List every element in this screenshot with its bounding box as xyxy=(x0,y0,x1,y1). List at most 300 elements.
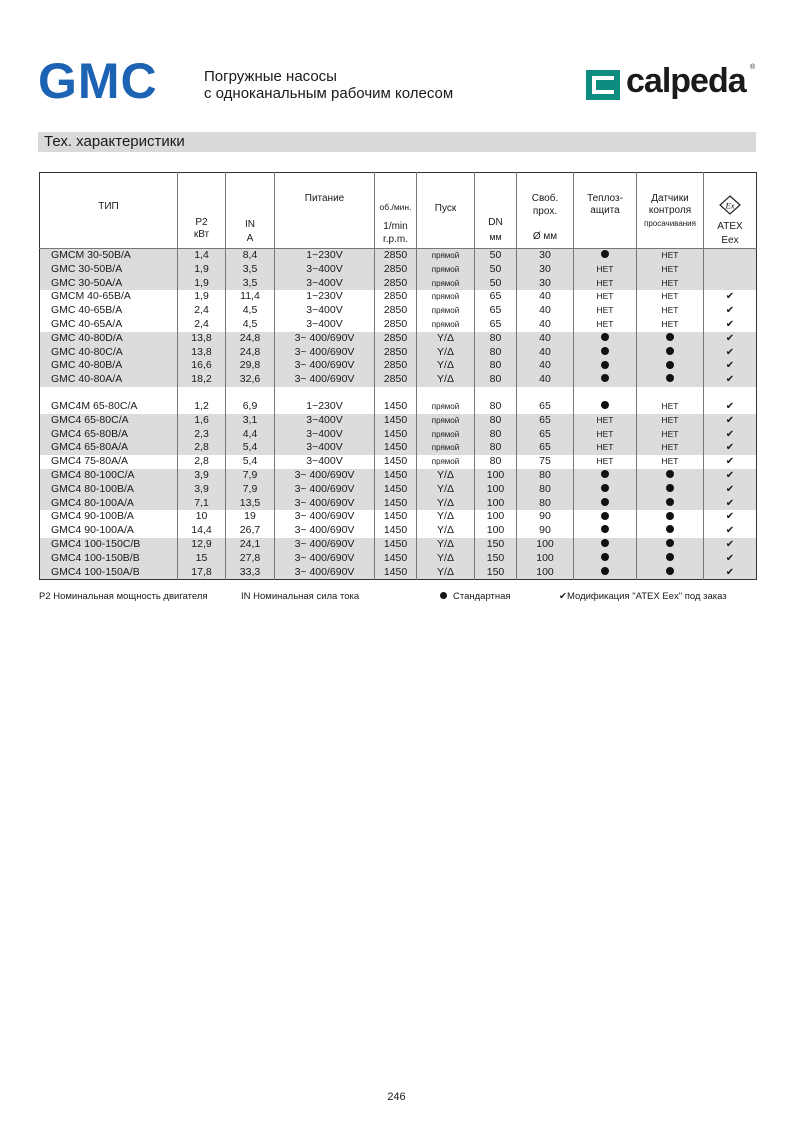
cell-start: Y/Δ xyxy=(417,469,475,483)
cell-start: Y/Δ xyxy=(417,373,475,387)
cell-thermal xyxy=(574,359,637,373)
cell-dn: 100 xyxy=(475,483,517,497)
cell-in: 24,8 xyxy=(226,346,275,360)
cell-rpm: 2850 xyxy=(375,263,417,277)
cell-dn: 80 xyxy=(475,373,517,387)
cell-dn: 100 xyxy=(475,497,517,511)
cell-p2: 10 xyxy=(178,510,226,524)
cell-power: 1~230V xyxy=(275,290,375,304)
cell-type: GMC4 100-150B/B xyxy=(40,552,178,566)
table-row xyxy=(40,346,757,360)
standard-dot-icon xyxy=(666,567,674,575)
cell-sensor: НЕТ xyxy=(637,290,704,304)
cell-atex: ✔ xyxy=(704,469,757,483)
cell-in: 7,9 xyxy=(226,469,275,483)
cell-power: 3~400V xyxy=(275,277,375,291)
cell-p2: 2,4 xyxy=(178,304,226,318)
cell-dn: 50 xyxy=(475,277,517,291)
cell-type: GMC4M 65-80C/A xyxy=(51,399,138,412)
col-power: Питание xyxy=(275,173,375,249)
col-in: IN A xyxy=(226,173,275,249)
table-row xyxy=(40,510,757,524)
cell-free: 100 xyxy=(517,566,574,580)
cell-type: GMC 40-80C/A xyxy=(40,346,178,360)
standard-dot-icon xyxy=(440,592,447,599)
cell-power: 3~ 400/690V xyxy=(275,346,375,360)
table-row xyxy=(40,524,757,538)
footnote-in: IN Номинальная сила тока xyxy=(241,591,360,602)
cell-rpm: 2850 xyxy=(375,332,417,346)
cell-rpm: 2850 xyxy=(375,346,417,360)
cell-rpm: 1450 xyxy=(375,469,417,483)
cell-sensor xyxy=(637,469,704,483)
cell-power: 3~ 400/690V xyxy=(275,373,375,387)
cell-atex: ✔ xyxy=(704,304,757,318)
cell-start: Y/Δ xyxy=(417,510,475,524)
standard-dot-icon xyxy=(666,512,674,520)
footnote-p2: P2 Номинальная мощность двигателя xyxy=(39,591,208,602)
cell-thermal: НЕТ xyxy=(574,304,637,318)
cell-power: 3~400V xyxy=(275,414,375,428)
cell-free: 80 xyxy=(517,483,574,497)
cell-sensor xyxy=(637,373,704,387)
cell-power: 1~230V xyxy=(275,400,375,414)
cell-free: 30 xyxy=(517,249,574,263)
standard-dot-icon xyxy=(666,525,674,533)
col-thermal: Теплоз- ащита xyxy=(574,173,637,249)
cell-type: GMC4 65-80B/A xyxy=(40,428,178,442)
standard-dot-icon xyxy=(601,347,609,355)
cell-power: 3~400V xyxy=(275,263,375,277)
cell-type: GMC4 65-80A/A xyxy=(40,441,178,455)
cell-thermal xyxy=(574,373,637,387)
table-row xyxy=(40,373,757,387)
cell-rpm: 2850 xyxy=(375,249,417,263)
footnote-standard xyxy=(440,591,511,602)
standard-dot-icon xyxy=(666,374,674,382)
cell-start: прямой xyxy=(417,414,475,428)
subtitle-line-1: Погружные насосы xyxy=(204,68,337,85)
cell-rpm: 1450 xyxy=(375,441,417,455)
cell-atex: ✔ xyxy=(704,538,757,552)
cell-p2: 2,8 xyxy=(178,455,226,469)
cell-thermal xyxy=(574,249,637,263)
cell-rpm: 1450 xyxy=(375,483,417,497)
cell-thermal xyxy=(574,332,637,346)
cell-p2: 12,9 xyxy=(178,538,226,552)
table-header-row xyxy=(40,173,757,249)
cell-thermal xyxy=(574,552,637,566)
cell-free: 80 xyxy=(517,469,574,483)
cell-in: 7,9 xyxy=(226,483,275,497)
cell-power: 3~400V xyxy=(275,304,375,318)
cell-type: GMC 40-65A/A xyxy=(51,317,123,330)
calpeda-mark-icon xyxy=(586,70,620,100)
cell-atex: ✔ xyxy=(704,290,757,304)
cell-in: 5,4 xyxy=(226,455,275,469)
cell-free: 65 xyxy=(517,400,574,414)
table-spacer-row xyxy=(40,387,757,400)
cell-thermal xyxy=(574,510,637,524)
cell-free: 90 xyxy=(517,510,574,524)
cell-p2: 3,9 xyxy=(178,483,226,497)
table-row xyxy=(40,359,757,373)
cell-type: GMC4 80-100C/A xyxy=(40,469,178,483)
table-row xyxy=(40,318,757,332)
col-start: Пуск xyxy=(417,173,475,249)
cell-start: Y/Δ xyxy=(417,538,475,552)
cell-atex: ✔ xyxy=(704,428,757,442)
cell-rpm: 2850 xyxy=(375,318,417,332)
cell-dn: 65 xyxy=(475,304,517,318)
cell-p2: 3,9 xyxy=(178,469,226,483)
table-row xyxy=(40,304,757,318)
cell-rpm: 1450 xyxy=(375,400,417,414)
cell-atex: ✔ xyxy=(704,483,757,497)
cell-thermal: НЕТ xyxy=(574,428,637,442)
cell-atex: ✔ xyxy=(704,414,757,428)
cell-rpm: 1450 xyxy=(375,414,417,428)
cell-rpm: 1450 xyxy=(375,455,417,469)
cell-sensor xyxy=(637,359,704,373)
cell-dn: 150 xyxy=(475,538,517,552)
cell-rpm: 1450 xyxy=(375,524,417,538)
cell-atex: ✔ xyxy=(704,552,757,566)
atex-ex-icon xyxy=(719,195,741,215)
cell-start: Y/Δ xyxy=(417,566,475,580)
cell-p2: 2,4 xyxy=(178,318,226,332)
cell-type: GMCM 40-65B/A xyxy=(51,290,131,303)
cell-sensor: НЕТ xyxy=(637,318,704,332)
cell-p2: 1,4 xyxy=(178,249,226,263)
cell-thermal: НЕТ xyxy=(574,455,637,469)
cell-atex: ✔ xyxy=(704,332,757,346)
table-row xyxy=(40,497,757,511)
section-title-bar xyxy=(38,132,756,152)
cell-thermal xyxy=(574,538,637,552)
cell-dn: 150 xyxy=(475,552,517,566)
cell-type: GMC 30-50A/A xyxy=(40,277,178,291)
cell-atex: ✔ xyxy=(704,566,757,580)
cell-in: 8,4 xyxy=(226,249,275,263)
cell-sensor xyxy=(637,538,704,552)
cell-type: GMC4 90-100A/A xyxy=(51,524,134,537)
cell-free: 75 xyxy=(517,455,574,469)
cell-atex xyxy=(704,263,757,277)
cell-free: 40 xyxy=(517,318,574,332)
cell-free: 40 xyxy=(517,359,574,373)
cell-rpm: 2850 xyxy=(375,359,417,373)
cell-p2: 2,8 xyxy=(178,441,226,455)
cell-dn: 50 xyxy=(475,263,517,277)
cell-power: 3~ 400/690V xyxy=(275,359,375,373)
standard-dot-icon xyxy=(666,553,674,561)
cell-p2: 1,6 xyxy=(178,414,226,428)
col-free-passage: Своб. прох. Ø мм xyxy=(517,173,574,249)
cell-type: GMC 40-80D/A xyxy=(40,332,178,346)
standard-dot-icon xyxy=(601,498,609,506)
cell-dn: 80 xyxy=(475,346,517,360)
table-row xyxy=(40,566,757,580)
cell-type: GMC4 100-150A/B xyxy=(40,566,178,580)
cell-type: GMC4 80-100A/A xyxy=(40,497,178,511)
table-row xyxy=(40,428,757,442)
standard-dot-icon xyxy=(601,470,609,478)
cell-free: 65 xyxy=(517,414,574,428)
cell-atex: ✔ xyxy=(704,510,757,524)
cell-start: Y/Δ xyxy=(417,552,475,566)
cell-p2: 13,8 xyxy=(178,332,226,346)
cell-rpm: 1450 xyxy=(375,510,417,524)
cell-sensor: НЕТ xyxy=(637,414,704,428)
page-subtitle xyxy=(204,68,453,102)
cell-sensor xyxy=(637,552,704,566)
cell-atex: ✔ xyxy=(704,455,757,469)
cell-type: GMC 30-50B/A xyxy=(40,263,178,277)
col-type: ТИП xyxy=(40,173,178,249)
cell-in: 27,8 xyxy=(226,552,275,566)
cell-sensor: НЕТ xyxy=(637,277,704,291)
cell-atex: ✔ xyxy=(704,400,757,414)
cell-dn: 150 xyxy=(475,566,517,580)
cell-atex: ✔ xyxy=(704,359,757,373)
standard-dot-icon xyxy=(601,374,609,382)
cell-p2: 15 xyxy=(178,552,226,566)
cell-in: 4,5 xyxy=(226,318,275,332)
cell-free: 30 xyxy=(517,277,574,291)
cell-sensor xyxy=(637,510,704,524)
col-sensor: Датчики контроля просачивания xyxy=(637,173,704,249)
cell-free: 40 xyxy=(517,304,574,318)
cell-thermal xyxy=(574,566,637,580)
cell-rpm: 1450 xyxy=(375,566,417,580)
cell-start: прямой xyxy=(417,318,475,332)
cell-free: 80 xyxy=(517,497,574,511)
cell-p2: 1,9 xyxy=(178,277,226,291)
cell-free: 30 xyxy=(517,263,574,277)
cell-in: 11,4 xyxy=(226,290,275,304)
cell-sensor xyxy=(637,524,704,538)
cell-p2: 2,3 xyxy=(178,428,226,442)
cell-power: 3~400V xyxy=(275,428,375,442)
cell-in: 24,1 xyxy=(226,538,275,552)
cell-power: 3~ 400/690V xyxy=(275,552,375,566)
cell-sensor: НЕТ xyxy=(637,304,704,318)
cell-atex: ✔ xyxy=(704,441,757,455)
cell-free: 40 xyxy=(517,332,574,346)
cell-atex xyxy=(704,277,757,291)
table-row xyxy=(40,469,757,483)
cell-type: GMC4 75-80A/A xyxy=(51,455,129,468)
standard-dot-icon xyxy=(666,539,674,547)
subtitle-line-2: с одноканальным рабочим колесом xyxy=(204,85,454,102)
cell-in: 6,9 xyxy=(226,400,275,414)
cell-start: прямой xyxy=(417,290,475,304)
cell-dn: 50 xyxy=(475,249,517,263)
cell-free: 100 xyxy=(517,552,574,566)
cell-in: 3,5 xyxy=(226,277,275,291)
cell-in: 3,5 xyxy=(226,263,275,277)
cell-power: 3~ 400/690V xyxy=(275,483,375,497)
cell-in: 5,4 xyxy=(226,441,275,455)
table-row xyxy=(40,538,757,552)
standard-dot-icon xyxy=(666,484,674,492)
cell-atex: ✔ xyxy=(704,524,757,538)
cell-atex: ✔ xyxy=(704,346,757,360)
cell-p2: 14,4 xyxy=(178,524,226,538)
cell-sensor xyxy=(637,566,704,580)
cell-power: 3~ 400/690V xyxy=(275,497,375,511)
cell-thermal: НЕТ xyxy=(574,318,637,332)
cell-in: 3,1 xyxy=(226,414,275,428)
cell-dn: 80 xyxy=(475,332,517,346)
cell-rpm: 1450 xyxy=(375,428,417,442)
cell-power: 3~ 400/690V xyxy=(275,469,375,483)
cell-type: GMC4 100-150C/B xyxy=(40,538,178,552)
cell-sensor: НЕТ xyxy=(637,400,704,414)
cell-start: прямой xyxy=(417,455,475,469)
cell-thermal: НЕТ xyxy=(574,263,637,277)
cell-rpm: 2850 xyxy=(375,373,417,387)
table-row xyxy=(40,400,757,414)
brand-registered: ® xyxy=(750,64,756,71)
cell-rpm: 2850 xyxy=(375,290,417,304)
cell-dn: 65 xyxy=(475,318,517,332)
cell-thermal xyxy=(574,346,637,360)
cell-type: GMC4 65-80C/A xyxy=(40,414,178,428)
cell-power: 3~400V xyxy=(275,318,375,332)
cell-sensor: НЕТ xyxy=(637,428,704,442)
page-number: 246 xyxy=(387,1091,406,1103)
section-title: Тех. характеристики xyxy=(44,133,185,150)
cell-in: 13,5 xyxy=(226,497,275,511)
cell-power: 3~ 400/690V xyxy=(275,510,375,524)
cell-sensor: НЕТ xyxy=(637,455,704,469)
cell-thermal xyxy=(574,483,637,497)
cell-dn: 80 xyxy=(475,359,517,373)
cell-start: Y/Δ xyxy=(417,332,475,346)
cell-start: прямой xyxy=(417,428,475,442)
cell-in: 4,5 xyxy=(226,304,275,318)
cell-type: GMC4 90-100B/A xyxy=(51,510,134,523)
brand-name: calpeda xyxy=(626,62,746,100)
cell-thermal xyxy=(574,524,637,538)
cell-in: 29,8 xyxy=(226,359,275,373)
check-icon: ✔ xyxy=(559,591,567,602)
cell-atex: ✔ xyxy=(704,497,757,511)
cell-start: Y/Δ xyxy=(417,483,475,497)
table-row xyxy=(40,332,757,346)
standard-dot-icon xyxy=(601,250,609,258)
cell-dn: 80 xyxy=(475,400,517,414)
standard-dot-icon xyxy=(601,361,609,369)
cell-free: 40 xyxy=(517,290,574,304)
cell-thermal xyxy=(574,497,637,511)
footnote-standard-label: Стандартная xyxy=(453,591,511,602)
col-atex: Ex ATEX Eex xyxy=(704,173,757,249)
table-row xyxy=(40,455,757,469)
cell-rpm: 2850 xyxy=(375,277,417,291)
standard-dot-icon xyxy=(666,498,674,506)
cell-p2: 1,9 xyxy=(178,290,226,304)
standard-dot-icon xyxy=(601,525,609,533)
cell-rpm: 1450 xyxy=(375,538,417,552)
cell-in: 32,6 xyxy=(226,373,275,387)
table-row xyxy=(40,249,757,263)
col-rpm: об./мин. 1/min r.p.m. xyxy=(375,173,417,249)
footnote-atex xyxy=(559,591,727,602)
svg-text:Ex: Ex xyxy=(725,200,735,211)
spec-table xyxy=(39,172,757,580)
standard-dot-icon xyxy=(601,484,609,492)
table-row xyxy=(40,277,757,291)
cell-in: 33,3 xyxy=(226,566,275,580)
cell-rpm: 1450 xyxy=(375,497,417,511)
cell-start: прямой xyxy=(417,249,475,263)
cell-thermal: НЕТ xyxy=(574,290,637,304)
cell-dn: 80 xyxy=(475,455,517,469)
cell-dn: 80 xyxy=(475,428,517,442)
cell-power: 3~400V xyxy=(275,441,375,455)
cell-start: прямой xyxy=(417,441,475,455)
cell-thermal: НЕТ xyxy=(574,277,637,291)
cell-start: Y/Δ xyxy=(417,497,475,511)
standard-dot-icon xyxy=(601,567,609,575)
standard-dot-icon xyxy=(666,470,674,478)
cell-sensor xyxy=(637,332,704,346)
cell-rpm: 1450 xyxy=(375,552,417,566)
cell-power: 1~230V xyxy=(275,249,375,263)
gmc-logo: GMC xyxy=(38,53,158,109)
standard-dot-icon xyxy=(601,539,609,547)
cell-type: GMC4 80-100B/A xyxy=(40,483,178,497)
cell-thermal: НЕТ xyxy=(574,441,637,455)
cell-p2: 17,8 xyxy=(178,566,226,580)
cell-free: 40 xyxy=(517,373,574,387)
cell-sensor: НЕТ xyxy=(637,263,704,277)
cell-p2: 18,2 xyxy=(178,373,226,387)
cell-type: GMC 40-65B/A xyxy=(51,304,123,317)
cell-start: Y/Δ xyxy=(417,524,475,538)
table-row xyxy=(40,290,757,304)
cell-atex: ✔ xyxy=(704,373,757,387)
cell-dn: 100 xyxy=(475,510,517,524)
cell-free: 65 xyxy=(517,441,574,455)
cell-start: Y/Δ xyxy=(417,359,475,373)
standard-dot-icon xyxy=(666,361,674,369)
cell-type: GMCM 30-50B/A xyxy=(40,249,178,263)
cell-thermal xyxy=(574,400,637,414)
table-row xyxy=(40,414,757,428)
cell-rpm: 2850 xyxy=(375,304,417,318)
cell-power: 3~ 400/690V xyxy=(275,566,375,580)
standard-dot-icon xyxy=(601,512,609,520)
cell-p2: 16,6 xyxy=(178,359,226,373)
standard-dot-icon xyxy=(601,401,609,409)
cell-free: 65 xyxy=(517,428,574,442)
cell-p2: 1,9 xyxy=(178,263,226,277)
cell-sensor: НЕТ xyxy=(637,249,704,263)
cell-power: 3~ 400/690V xyxy=(275,332,375,346)
cell-thermal xyxy=(574,469,637,483)
cell-start: прямой xyxy=(417,400,475,414)
cell-dn: 80 xyxy=(475,414,517,428)
cell-thermal: НЕТ xyxy=(574,414,637,428)
table-body xyxy=(40,249,757,580)
cell-dn: 100 xyxy=(475,469,517,483)
cell-p2: 7,1 xyxy=(178,497,226,511)
standard-dot-icon xyxy=(601,553,609,561)
